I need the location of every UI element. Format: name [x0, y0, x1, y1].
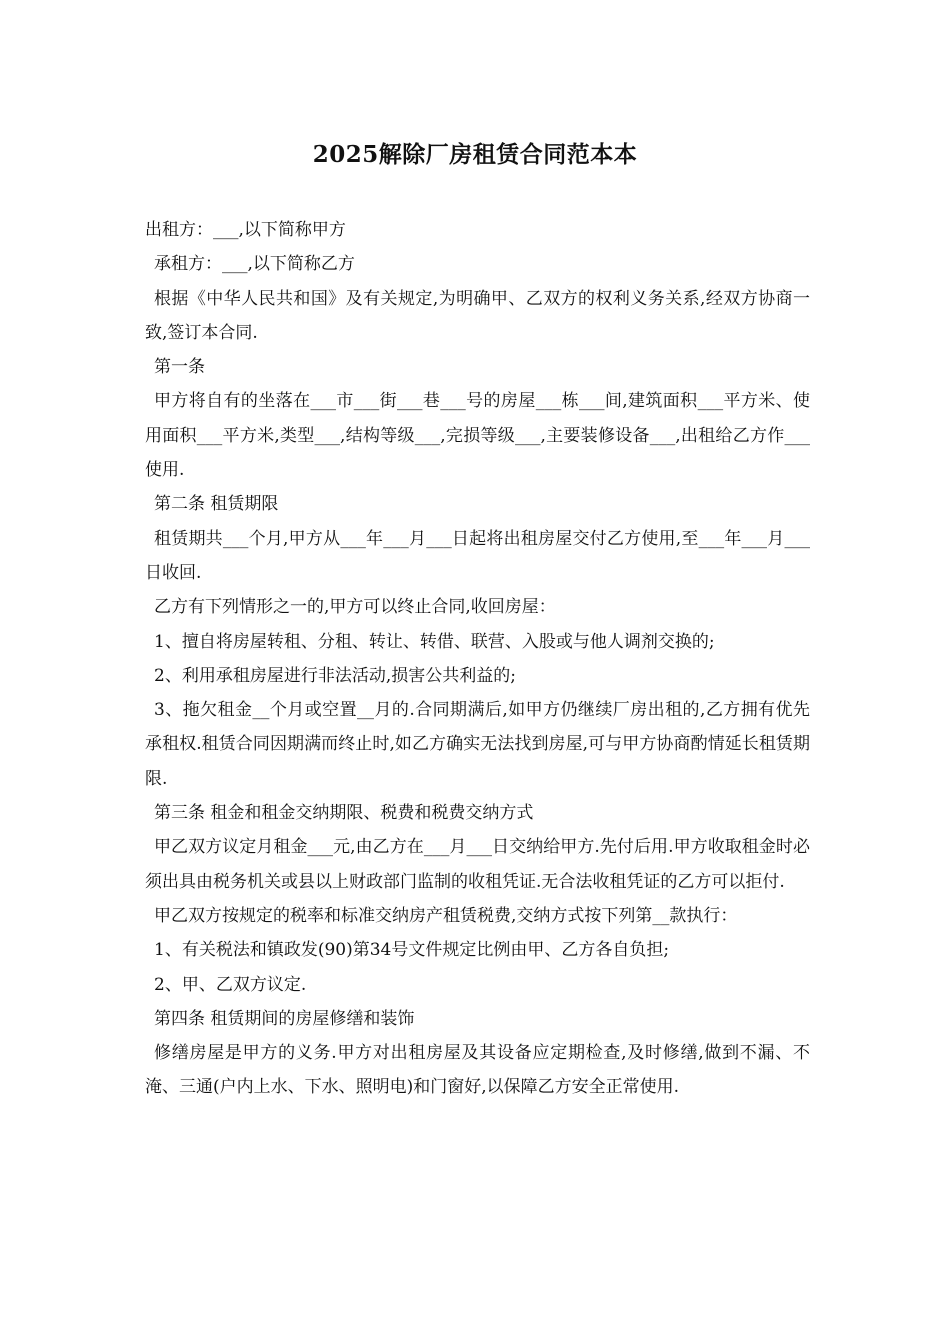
paragraph-rent: 甲乙双方议定月租金___元,由乙方在___月___日交纳给甲方.先付后用.甲方收取租金时必须出具由税务机关或县以上财政部门监制的收租凭证.无合法收租凭证的乙方可以拒付.	[145, 837, 810, 892]
paragraph-tax: 甲乙双方按规定的税率和标准交纳房产租赁税费,交纳方式按下列第__款执行：	[154, 905, 738, 926]
list-item-termination-2: 2、利用承租房屋进行非法活动,损害公共利益的;	[154, 665, 516, 686]
article-heading-4: 第四条 租赁期间的房屋修缮和装饰	[154, 1008, 415, 1029]
paragraph-lease-term: 租赁期共___个月,甲方从___年___月___日起将出租房屋交付乙方使用,至___年___月___日收回.	[145, 528, 810, 583]
list-item-termination-3: 3、拖欠租金__个月或空置__月的.合同期满后,如甲方仍继续厂房出租的,乙方拥有优先承租权.租赁合同因期满而终止时,如乙方确实无法找到房屋,可与甲方协商酌情延长租赁期限.	[145, 700, 810, 789]
document-title: 2025解除厂房租赁合同范本本	[312, 141, 638, 168]
article-heading-1: 第一条	[154, 357, 205, 378]
paragraph-preamble: 根据《中华人民共和国》及有关规定,为明确甲、乙双方的权利义务关系,经双方协商一致,签订本合同.	[145, 288, 810, 343]
article-heading-3: 第三条 租金和租金交纳期限、税费和税费交纳方式	[154, 803, 534, 824]
paragraph-lessee: 承租方：___,以下简称乙方	[154, 254, 355, 275]
list-item-tax-1: 1、有关税法和镇政发(90)第34号文件规定比例由甲、乙方各自负担;	[154, 940, 670, 961]
paragraph-repairs: 修缮房屋是甲方的义务.甲方对出租房屋及其设备应定期检查,及时修缮,做到不漏、不淹、三通(户内上水、下水、照明电)和门窗好,以保障乙方安全正常使用.	[145, 1043, 810, 1098]
paragraph-article-1: 甲方将自有的坐落在___市___街___巷___号的房屋___栋___间,建筑面积___平方米、使用面积___平方米,类型___,结构等级___,完损等级___,主要装修设备___,出租给乙方作___使用.	[145, 391, 810, 481]
paragraph-lessor: 出租方：___,以下简称甲方	[145, 220, 346, 240]
list-item-termination-1: 1、擅自将房屋转租、分租、转让、转借、联营、入股或与他人调剂交换的;	[154, 631, 715, 652]
article-heading-2: 第二条 租赁期限	[154, 494, 279, 515]
paragraph-termination-intro: 乙方有下列情形之一的,甲方可以终止合同,收回房屋：	[154, 597, 556, 618]
list-item-tax-2: 2、甲、乙双方议定.	[154, 974, 307, 995]
document-body	[145, 213, 810, 1105]
